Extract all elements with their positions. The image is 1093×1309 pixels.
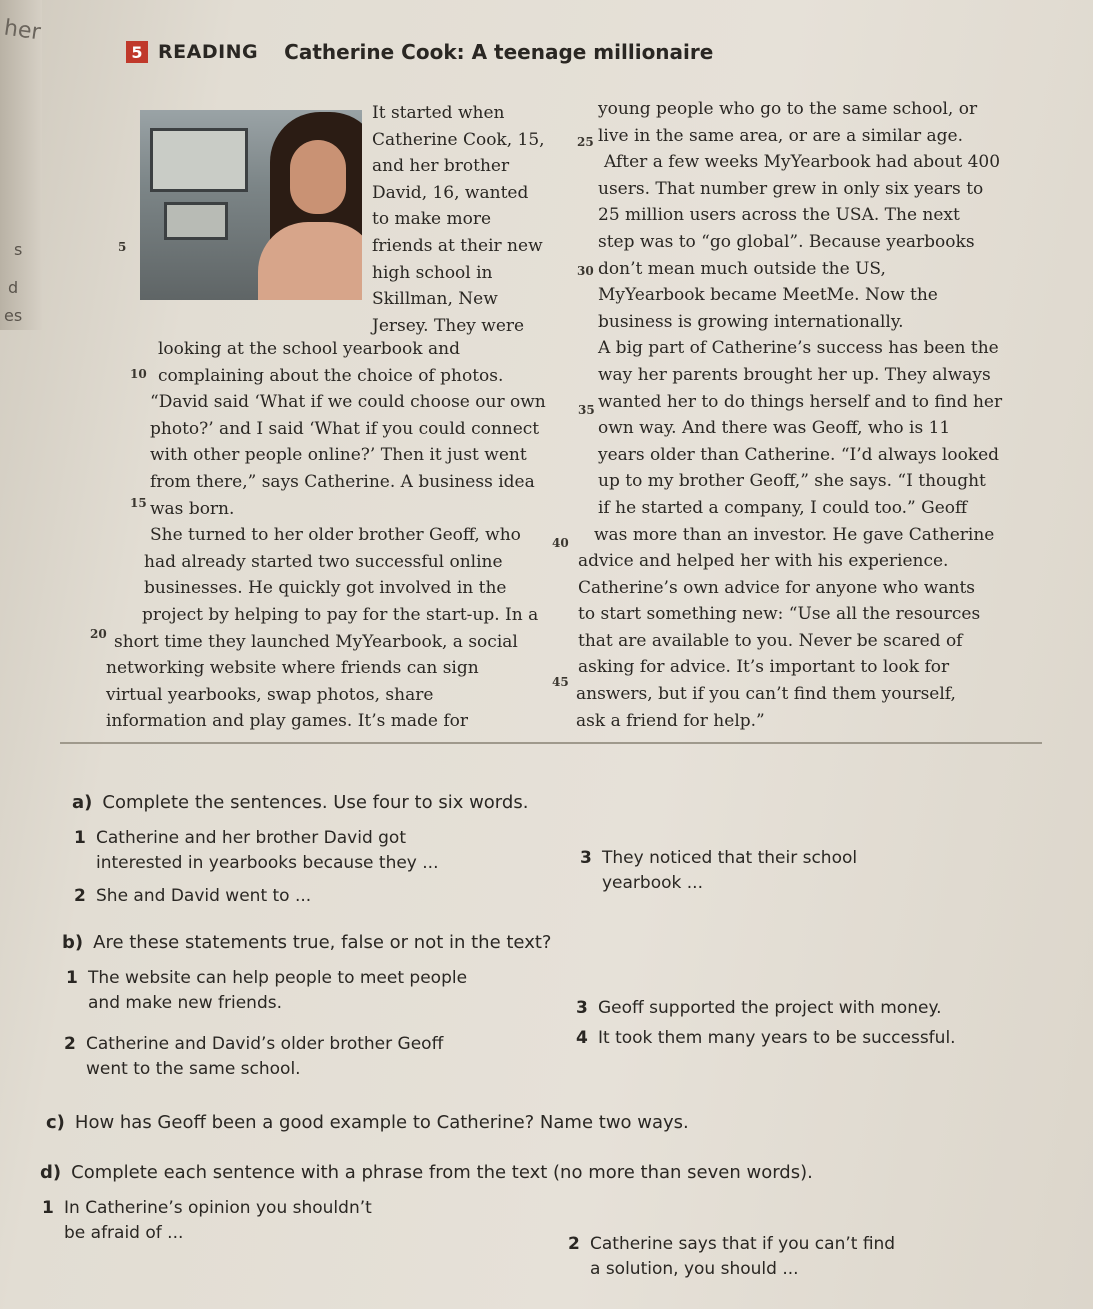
exercise-prompt-text: Are these statements true, false or not in the text? [93,932,552,953]
edge-text: her [2,15,43,46]
item-text: went to the same school. [86,1059,301,1079]
article-line: MyYearbook became MeetMe. Now the [598,285,938,306]
item-number: 4 [576,1028,588,1048]
article-column-left-top [372,100,545,339]
item-number: 1 [42,1198,54,1218]
exercise-letter: c) [46,1112,65,1133]
item-text: It took them many years to be successful. [598,1028,956,1048]
article-line: looking at the school yearbook and [158,339,460,359]
exercise-a-prompt [72,790,528,815]
line-number: 35 [578,403,595,417]
item-text: Catherine and David’s older brother Geoff [86,1034,444,1054]
photo-face [290,140,346,214]
article-line: businesses. He quickly got involved in the [144,578,507,599]
article-line: “David said ‘What if we could choose our own [150,392,546,413]
article-line: wanted her to do things herself and to find her [598,391,1003,412]
article-line: own way. And there was Geoff, who is 11 [598,418,951,439]
article-line: to make more [372,209,492,230]
article-line: to start something new: “Use all the resources [578,604,981,625]
article-line: David, 16, wanted [372,182,529,203]
exercise-letter: b) [62,932,84,953]
exercise-letter: a) [72,792,93,813]
photo-window [150,128,248,192]
edge-mark: d [8,278,19,297]
exercise-b-item-4 [576,1026,956,1051]
photo-window [164,202,228,240]
article-line: asking for advice. It’s important to look for [578,657,950,678]
article-line: Skillman, New [372,289,498,310]
section-number-badge: 5 [126,41,148,63]
line-number: 10 [130,367,147,381]
exercise-d-item-1 [42,1196,372,1246]
line-number: 15 [130,496,147,510]
article-line: Catherine Cook, 15, [372,129,545,150]
exercise-a-item-1 [74,826,438,876]
article-title: Catherine Cook: A teenage millionaire [284,40,714,64]
line-number: 20 [90,627,107,641]
exercise-prompt-text: How has Geoff been a good example to Catherine? Name two ways. [74,1112,689,1133]
article-line: project by helping to pay for the start-up. In a [142,604,539,625]
exercise-d-item-2 [568,1232,895,1282]
article-line: networking website where friends can sign [106,658,479,679]
exercise-b-item-3 [576,996,942,1021]
article-line: Catherine’s own advice for anyone who wants [578,577,975,598]
article-line: was born. [150,498,235,519]
article-line: She turned to her older brother Geoff, who [150,525,521,546]
item-number: 1 [66,968,78,988]
section-label: READING [158,41,259,63]
article-line: Jersey. They were [372,315,525,336]
article-line: ask a friend for help.” [576,710,765,731]
article-line: that are available to you. Never be scared of [578,630,963,651]
item-text: In Catherine’s opinion you shouldn’t [64,1198,372,1218]
item-text: Catherine and her brother David got [96,828,406,848]
article-line: complaining about the choice of photos. [158,365,504,386]
article-line: with other people online?’ Then it just went [150,445,527,466]
item-text: She and David went to ... [96,886,312,906]
article-line: information and play games. It’s made for [106,711,469,732]
article-line: users. That number grew in only six years to [598,178,984,199]
article-line: business is growing internationally. [598,311,904,332]
exercise-prompt-text: Complete each sentence with a phrase from the text (no more than seven words). [71,1162,813,1183]
item-number: 2 [568,1234,580,1254]
article-line: friends at their new [372,235,543,256]
article-line: advice and helped her with his experience. [578,551,949,572]
article-line: short time they launched MyYearbook, a social [114,631,518,652]
edge-mark: es [4,306,23,325]
line-number: 45 [552,675,569,689]
item-text: The website can help people to meet people [88,968,468,988]
article-line: live in the same area, or are a similar age. [598,125,964,146]
article-line: 25 million users across the USA. The next [598,205,960,226]
exercise-a-item-3 [580,846,857,896]
item-number: 2 [74,886,86,906]
article-line: high school in [372,262,493,283]
article-line: photo?’ and I said ‘What if you could connect [150,418,540,439]
line-number: 40 [552,536,569,550]
item-text: They noticed that their school [602,848,858,868]
line-number: 30 [577,264,594,278]
item-text: yearbook ... [602,873,703,893]
section-divider [60,742,1042,744]
article-line: answers, but if you can’t find them yourself, [576,684,956,705]
article-line: way her parents brought her up. They always [598,364,991,385]
line-number: 5 [118,240,127,254]
previous-page-edge [0,0,42,330]
article-line: had already started two successful online [144,551,503,572]
article-line: and her brother [372,156,510,177]
exercise-b-prompt [62,930,551,955]
article-photo [140,110,362,300]
exercise-letter: d) [40,1162,62,1183]
article-line: virtual yearbooks, swap photos, share [106,684,434,705]
item-number: 2 [64,1034,76,1054]
article-line: young people who go to the same school, or [598,99,978,119]
exercise-d-prompt [40,1160,813,1185]
article-line: A big part of Catherine’s success has been the [598,338,999,359]
item-text: and make new friends. [88,993,282,1013]
item-text: be afraid of ... [64,1223,184,1243]
article-line: It started when [372,103,505,123]
item-number: 1 [74,828,86,848]
article-line: was more than an investor. He gave Catherine [594,524,995,545]
exercise-prompt-text: Complete the sentences. Use four to six words. [102,792,529,813]
article-line: years older than Catherine. “I’d always looked [598,444,1000,465]
item-text: Catherine says that if you can’t find [590,1234,896,1254]
item-text: a solution, you should ... [590,1259,799,1279]
exercise-b-item-1 [66,966,467,1016]
section-header [126,40,713,64]
article-line: up to my brother Geoff,” she says. “I thought [598,471,986,492]
article-line: After a few weeks MyYearbook had about 400 [604,152,1001,173]
exercise-c-prompt [46,1110,689,1135]
item-number: 3 [580,848,592,868]
article-line: from there,” says Catherine. A business idea [150,471,535,492]
item-text: interested in yearbooks because they ... [96,853,439,873]
edge-mark: s [14,240,23,259]
article-line: don’t mean much outside the US, [598,258,886,279]
line-number: 25 [577,135,594,149]
item-text: Geoff supported the project with money. [598,998,942,1018]
item-number: 3 [576,998,588,1018]
exercise-b-item-2 [64,1032,443,1082]
exercise-a-item-2 [74,884,311,909]
article-line: step was to “go global”. Because yearbooks [598,231,975,252]
article-line: if he started a company, I could too.” Geoff [598,497,968,518]
